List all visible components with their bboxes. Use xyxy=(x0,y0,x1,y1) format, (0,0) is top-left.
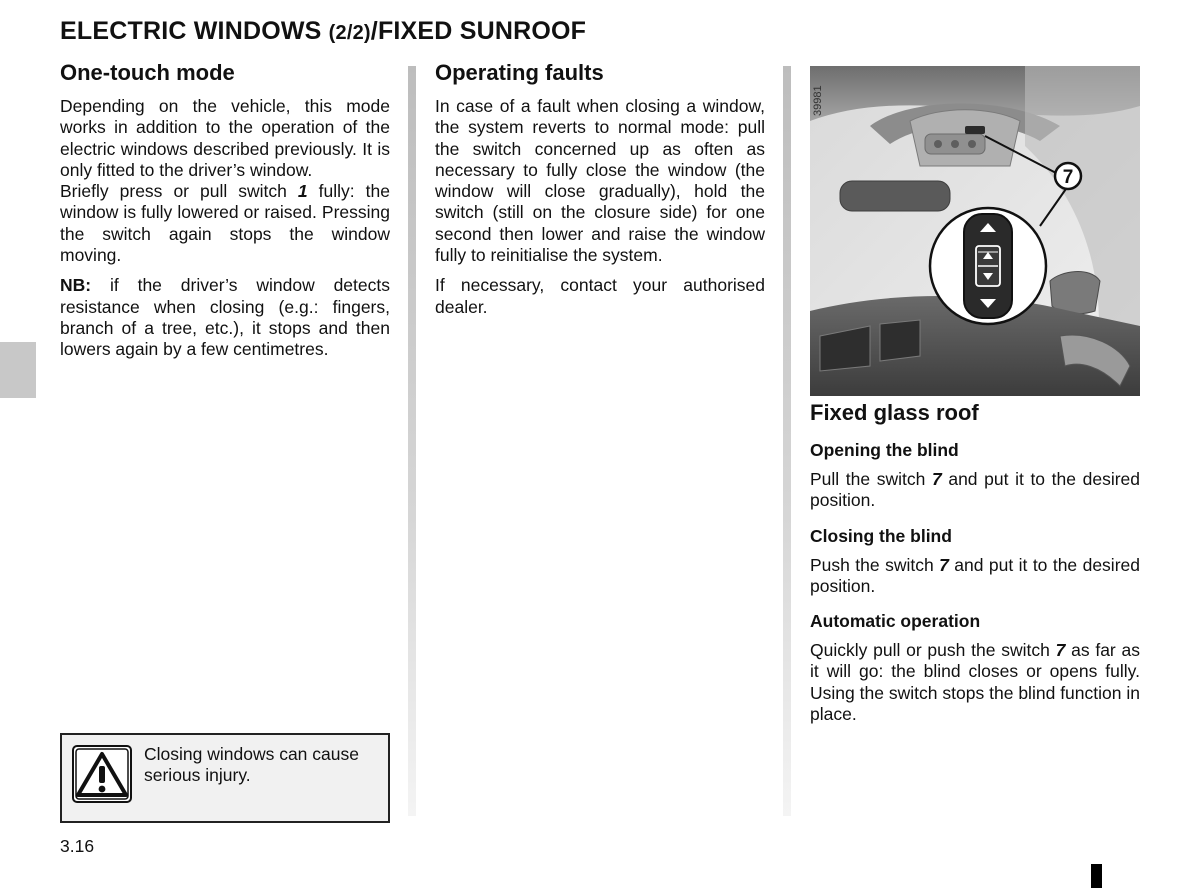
one-touch-heading: One-touch mode xyxy=(60,60,235,85)
page-title xyxy=(60,17,586,46)
operating-faults-paragraph-2: If necessary, contact your authorised dealer. xyxy=(435,275,765,317)
opening-blind-text xyxy=(810,469,1140,512)
sunroof-switch-illustration xyxy=(810,66,1140,396)
illustration-svg xyxy=(810,66,1140,396)
opening-blind-subheading: Opening the blind xyxy=(810,440,959,460)
column-divider-left xyxy=(408,66,416,816)
one-touch-note xyxy=(60,275,390,360)
p2-text-b: fully: the window is fully lowered or raised. Pressing the switch again stops the window moving. xyxy=(60,181,390,266)
left-column xyxy=(60,60,390,370)
s3-text-a: Quickly pull or push the switch xyxy=(810,640,1056,661)
s2-switch-ref: 7 xyxy=(939,554,949,575)
s1-text-a: Pull the switch xyxy=(810,469,932,489)
s1-switch-ref: 7 xyxy=(931,469,942,489)
closing-blind-text xyxy=(810,555,1140,598)
warning-text: Closing windows can cause serious injury. xyxy=(144,744,359,786)
column-divider-right xyxy=(783,66,791,816)
s3-text-b: as far as it will go: the blind closes or opens fully. Using the switch stops the blind function in place. xyxy=(810,640,1140,725)
warning-box xyxy=(60,733,390,823)
figure-callout-7: 7 xyxy=(1062,167,1074,188)
p2-text-a: Briefly press or pull switch xyxy=(60,181,298,202)
right-column xyxy=(810,400,1140,734)
s1-text-b: and put it to the desired position. xyxy=(810,469,1140,511)
note-text: if the driver’s window detects resistance when closing (e.g.: fingers, branch of a tree, etc.), it stops and then lowers again by a few centimetres. xyxy=(60,275,390,360)
title-page-indicator: (2/2) xyxy=(328,22,371,44)
fixed-glass-roof-heading: Fixed glass roof xyxy=(810,400,979,425)
operating-faults-paragraph-1: In case of a fault when closing a window, the system reverts to normal mode: pull the switch concerned up as often as necessary to fully close the window (the window will close gradually), hold the switch (still on the closure side) for one second then lower and raise the window fully to reinitialise the system. xyxy=(435,96,765,266)
middle-column xyxy=(435,60,765,327)
s2-text-b: and put it to the desired position. xyxy=(810,554,1140,596)
one-touch-paragraph-2 xyxy=(60,181,390,266)
automatic-operation-subheading: Automatic operation xyxy=(810,611,981,632)
page-corner-mark xyxy=(1091,864,1102,888)
note-label: NB: xyxy=(60,275,92,296)
page-number: 3.16 xyxy=(60,836,95,856)
automatic-operation-text xyxy=(810,640,1140,725)
title-rest: /FIXED SUNROOF xyxy=(370,17,587,45)
warning-triangle-icon xyxy=(72,745,132,803)
switch-ref-1: 1 xyxy=(297,181,308,202)
one-touch-paragraph-1: Depending on the vehicle, this mode works in addition to the operation of the electric windows described previously. It is only fitted to the driver’s window. xyxy=(60,96,390,180)
figure-id: 39981 xyxy=(812,85,824,116)
s2-text-a: Push the switch xyxy=(810,554,940,575)
title-main: ELECTRIC WINDOWS xyxy=(60,17,329,45)
chapter-side-tab xyxy=(0,342,36,398)
s3-switch-ref: 7 xyxy=(1055,640,1066,661)
closing-blind-subheading: Closing the blind xyxy=(810,525,952,546)
operating-faults-heading: Operating faults xyxy=(435,60,604,85)
